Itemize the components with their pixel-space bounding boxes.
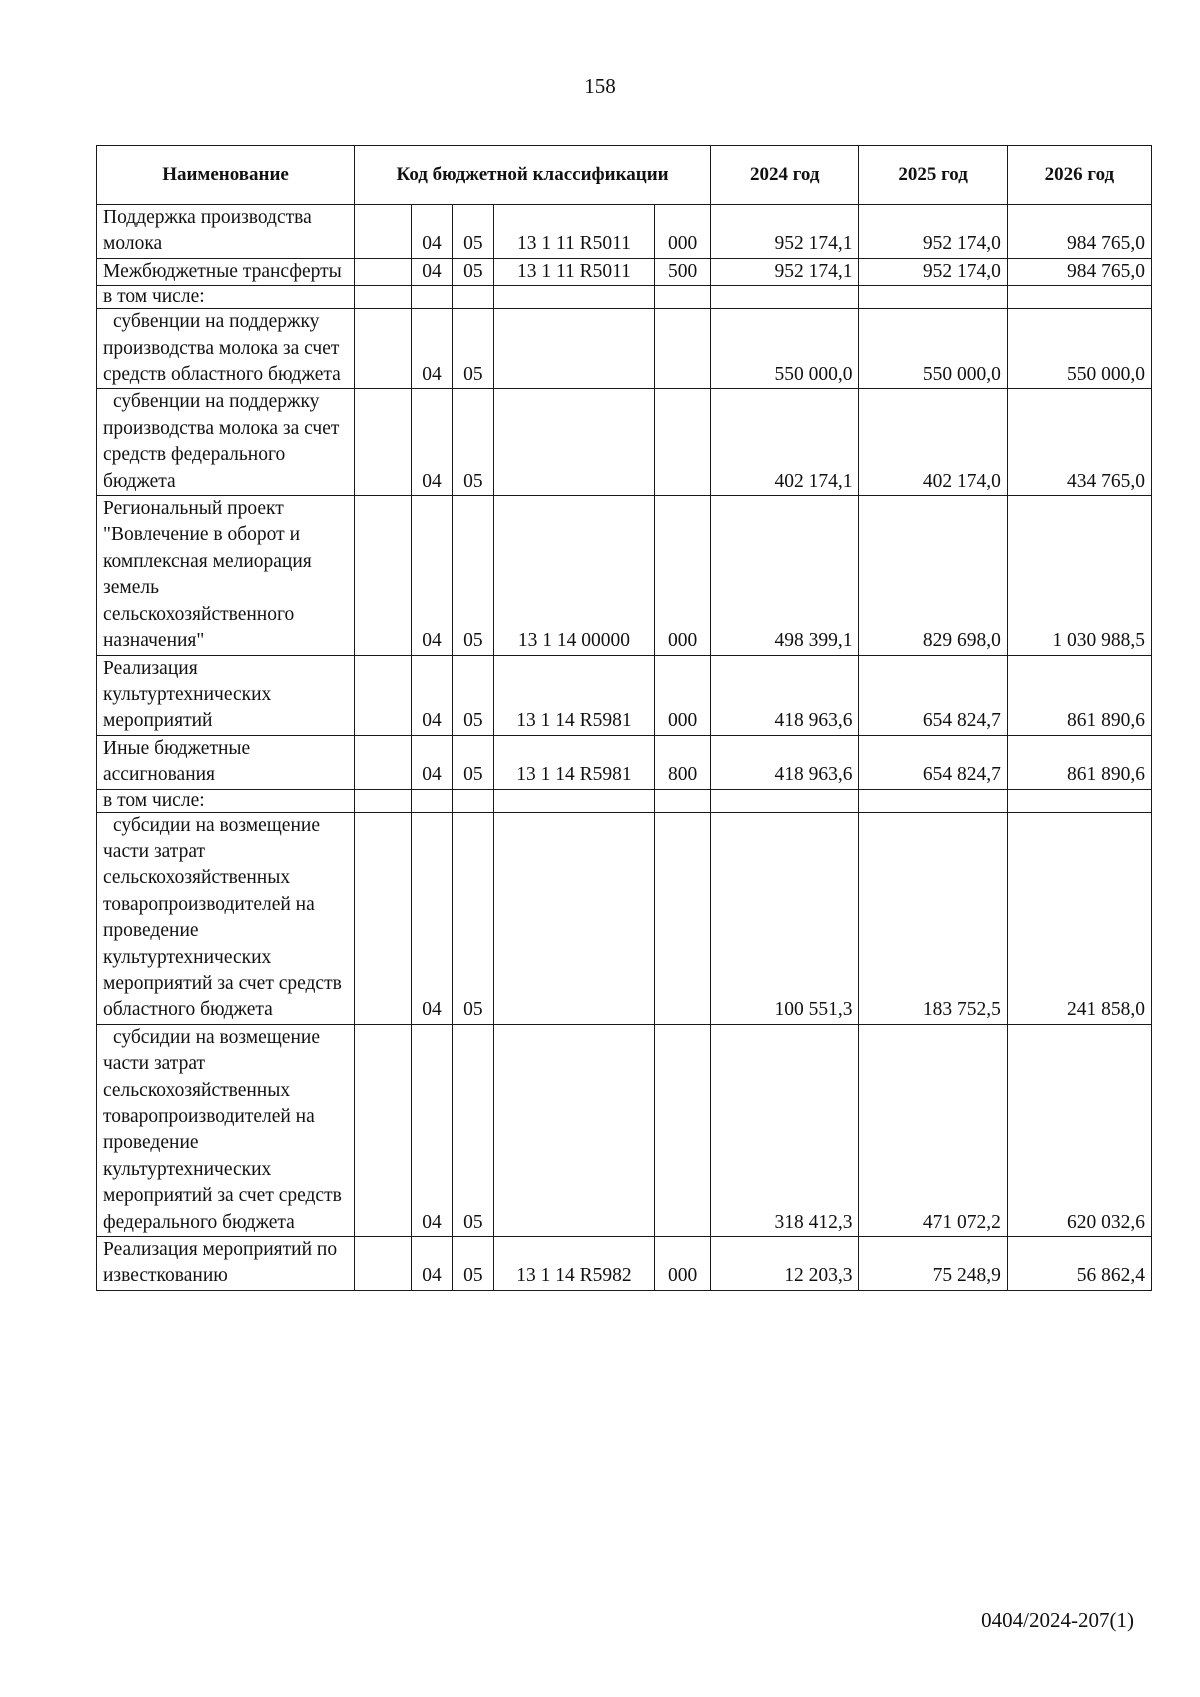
section-code: 04: [412, 655, 453, 735]
target-code: 13 1 14 00000: [493, 496, 654, 655]
table-row: [97, 205, 1152, 259]
expense-type-code: [655, 286, 711, 309]
value-2025: 952 174,0: [859, 258, 1007, 285]
subsection-code: 05: [452, 1024, 493, 1236]
table-row: [97, 1024, 1152, 1236]
expense-type-code: [655, 389, 711, 496]
target-code: [493, 309, 654, 389]
header-2026: 2026 год: [1007, 146, 1151, 205]
blank-cell: [355, 496, 412, 655]
value-2026: 56 862,4: [1007, 1237, 1151, 1291]
section-code: 04: [412, 735, 453, 789]
blank-cell: [355, 286, 412, 309]
blank-cell: [355, 735, 412, 789]
blank-cell: [355, 1024, 412, 1236]
row-name: Иные бюджетные ассигнования: [97, 735, 355, 789]
value-2025: 75 248,9: [859, 1237, 1007, 1291]
value-2025: 829 698,0: [859, 496, 1007, 655]
blank-cell: [355, 205, 412, 259]
table-row: [97, 789, 1152, 812]
section-code: 04: [412, 1237, 453, 1291]
table-row: [97, 309, 1152, 389]
subsection-code: 05: [452, 309, 493, 389]
value-2025: [859, 286, 1007, 309]
blank-cell: [355, 258, 412, 285]
row-name: [97, 309, 355, 389]
blank-cell: [355, 1237, 412, 1291]
row-name: [97, 1024, 355, 1236]
row-name-text: субвенции на поддержку производства молока за счет средств областного бюджета: [103, 311, 341, 386]
value-2025: 402 174,0: [859, 389, 1007, 496]
section-code: [412, 789, 453, 812]
subsection-code: 05: [452, 496, 493, 655]
document-number: 0404/2024-207(1): [981, 1608, 1134, 1632]
target-code: 13 1 14 R5982: [493, 1237, 654, 1291]
target-code: 13 1 14 R5981: [493, 655, 654, 735]
header-2025: 2025 год: [859, 146, 1007, 205]
value-2026: 861 890,6: [1007, 655, 1151, 735]
value-2024: 418 963,6: [711, 735, 859, 789]
section-code: 04: [412, 205, 453, 259]
subsection-code: 05: [452, 735, 493, 789]
value-2024: 12 203,3: [711, 1237, 859, 1291]
table-row: [97, 496, 1152, 655]
header-code: Код бюджетной классификации: [355, 146, 711, 205]
value-2024: 952 174,1: [711, 258, 859, 285]
table-row: [97, 258, 1152, 285]
blank-cell: [355, 812, 412, 1024]
target-code: [493, 812, 654, 1024]
value-2024: 498 399,1: [711, 496, 859, 655]
table-row: [97, 735, 1152, 789]
blank-cell: [355, 655, 412, 735]
subsection-code: 05: [452, 812, 493, 1024]
table-row: [97, 286, 1152, 309]
section-code: 04: [412, 496, 453, 655]
section-code: 04: [412, 812, 453, 1024]
subsection-code: 05: [452, 655, 493, 735]
expense-type-code: [655, 1024, 711, 1236]
value-2024: 402 174,1: [711, 389, 859, 496]
value-2024: 952 174,1: [711, 205, 859, 259]
target-code: [493, 789, 654, 812]
row-name-text: субсидии на возмещение части затрат сельскохозяйственных товаропроизводителей на проведение культуртехнических мероприятий за счет средств федерального бюджета: [103, 1026, 342, 1233]
target-code: 13 1 11 R5011: [493, 258, 654, 285]
section-code: 04: [412, 258, 453, 285]
table-row: [97, 389, 1152, 496]
value-2024: [711, 286, 859, 309]
blank-cell: [355, 789, 412, 812]
expense-type-code: 000: [655, 655, 711, 735]
row-name: Реализация мероприятий по известкованию: [97, 1237, 355, 1291]
value-2026: [1007, 789, 1151, 812]
section-code: 04: [412, 389, 453, 496]
row-name: [97, 389, 355, 496]
section-code: [412, 286, 453, 309]
blank-cell: [355, 389, 412, 496]
row-name: Региональный проект "Вовлечение в оборот и комплексная мелиорация земель сельскохозяйственного назначения": [97, 496, 355, 655]
blank-cell: [355, 309, 412, 389]
value-2026: 1 030 988,5: [1007, 496, 1151, 655]
value-2025: 471 072,2: [859, 1024, 1007, 1236]
target-code: 13 1 14 R5981: [493, 735, 654, 789]
budget-table: [96, 145, 1152, 1291]
expense-type-code: [655, 789, 711, 812]
subsection-code: 05: [452, 258, 493, 285]
page-number: 158: [584, 74, 616, 98]
header-row: [97, 146, 1152, 205]
section-code: 04: [412, 309, 453, 389]
value-2026: 984 765,0: [1007, 258, 1151, 285]
row-name: Поддержка производства молока: [97, 205, 355, 259]
expense-type-code: 000: [655, 205, 711, 259]
table-row: [97, 655, 1152, 735]
value-2026: 620 032,6: [1007, 1024, 1151, 1236]
value-2025: 654 824,7: [859, 655, 1007, 735]
value-2025: 952 174,0: [859, 205, 1007, 259]
value-2026: 550 000,0: [1007, 309, 1151, 389]
row-name-text: субсидии на возмещение части затрат сельскохозяйственных товаропроизводителей на проведение культуртехнических мероприятий за счет средств областного бюджета: [103, 814, 342, 1021]
target-code: [493, 1024, 654, 1236]
expense-type-code: 000: [655, 496, 711, 655]
target-code: 13 1 11 R5011: [493, 205, 654, 259]
value-2026: [1007, 286, 1151, 309]
row-name: Реализация культуртехнических мероприятий: [97, 655, 355, 735]
value-2024: 550 000,0: [711, 309, 859, 389]
value-2026: 434 765,0: [1007, 389, 1151, 496]
expense-type-code: 000: [655, 1237, 711, 1291]
value-2024: 100 551,3: [711, 812, 859, 1024]
row-name-text: субвенции на поддержку производства молока за счет средств федерального бюджета: [103, 391, 340, 492]
target-code: [493, 286, 654, 309]
value-2025: 654 824,7: [859, 735, 1007, 789]
value-2025: 183 752,5: [859, 812, 1007, 1024]
subsection-code: [452, 286, 493, 309]
subsection-code: 05: [452, 1237, 493, 1291]
target-code: [493, 389, 654, 496]
section-code: 04: [412, 1024, 453, 1236]
value-2026: 241 858,0: [1007, 812, 1151, 1024]
header-name: Наименование: [97, 146, 355, 205]
table-row: [97, 1237, 1152, 1291]
value-2025: 550 000,0: [859, 309, 1007, 389]
value-2025: [859, 789, 1007, 812]
row-name: Межбюджетные трансферты: [97, 258, 355, 285]
expense-type-code: [655, 812, 711, 1024]
value-2024: 318 412,3: [711, 1024, 859, 1236]
table-row: [97, 812, 1152, 1024]
subsection-code: 05: [452, 205, 493, 259]
row-name: в том числе:: [97, 286, 355, 309]
subsection-code: 05: [452, 389, 493, 496]
expense-type-code: 800: [655, 735, 711, 789]
value-2024: [711, 789, 859, 812]
value-2026: 861 890,6: [1007, 735, 1151, 789]
expense-type-code: [655, 309, 711, 389]
expense-type-code: 500: [655, 258, 711, 285]
value-2026: 984 765,0: [1007, 205, 1151, 259]
row-name: [97, 812, 355, 1024]
value-2024: 418 963,6: [711, 655, 859, 735]
subsection-code: [452, 789, 493, 812]
row-name: в том числе:: [97, 789, 355, 812]
header-2024: 2024 год: [711, 146, 859, 205]
